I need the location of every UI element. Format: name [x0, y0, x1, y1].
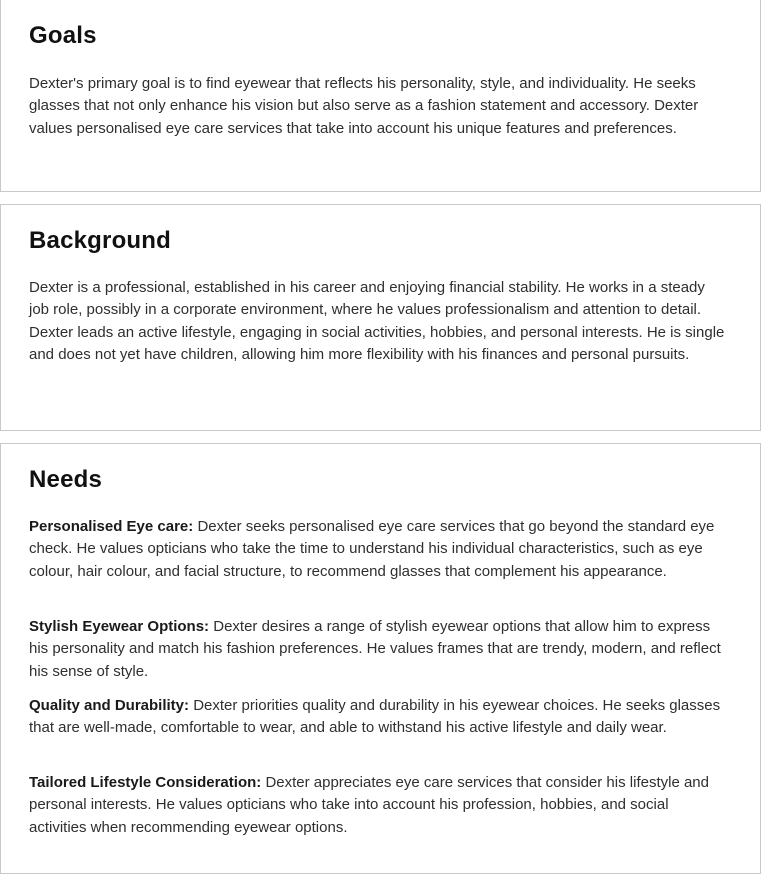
- background-body: Dexter is a professional, established in his career and enjoying financial stability. He works in a steady job role, possibly in a corporate environment, where he values professionalism and attention to detail. Dexter leads an active lifestyle, engaging in social activities, hobbies, and personal interests. He is single and does not yet have children, allowing him more flexibility with his finances and personal pursuits.: [29, 279, 725, 363]
- need-item-text: Dexter priorities quality and durability in his eyewear choices. He seeks glasses that are well-made, comfortable to wear, and able to withstand his active lifestyle and daily wear.: [29, 697, 721, 737]
- need-item-label: Stylish Eyewear Options:: [29, 618, 210, 635]
- need-item-label: Tailored Lifestyle Consideration:: [29, 774, 262, 791]
- goals-heading: Goals: [29, 22, 97, 49]
- need-item-label: Personalised Eye care:: [29, 518, 194, 535]
- need-item-text: Dexter appreciates eye care services that consider his lifestyle and personal interests. He values opticians who take into account his profession, hobbies, and social activities when recommending eyewear options.: [29, 774, 709, 836]
- goals-body: Dexter's primary goal is to find eyewear that reflects his personality, style, and individuality. He seeks glasses that not only enhance his vision but also serve as a fashion statement and accessory. Dexter values personalised eye care services that take into account his unique features and preferences.: [29, 75, 699, 137]
- goals-card: [0, 0, 761, 192]
- need-item-personalised-eye-care: [29, 516, 729, 583]
- background-heading: Background: [29, 227, 172, 254]
- need-item-text: Dexter seeks personalised eye care services that go beyond the standard eye check. He values opticians who take the time to understand his individual characteristics, such as eye colour, hair colour, and facial structure, to recommend glasses that complement his appearance.: [29, 518, 715, 580]
- need-item-quality-durability: [29, 695, 729, 740]
- need-item-label: Quality and Durability:: [29, 697, 190, 714]
- needs-card: [0, 443, 761, 874]
- need-item-tailored-lifestyle: [29, 772, 729, 839]
- needs-heading: Needs: [29, 466, 103, 493]
- need-item-stylish-eyewear: [29, 616, 729, 683]
- background-card: [0, 204, 761, 431]
- need-item-text: Dexter desires a range of stylish eyewear options that allow him to express his personality and match his fashion preferences. He values frames that are trendy, modern, and reflect his sense of style.: [29, 618, 721, 680]
